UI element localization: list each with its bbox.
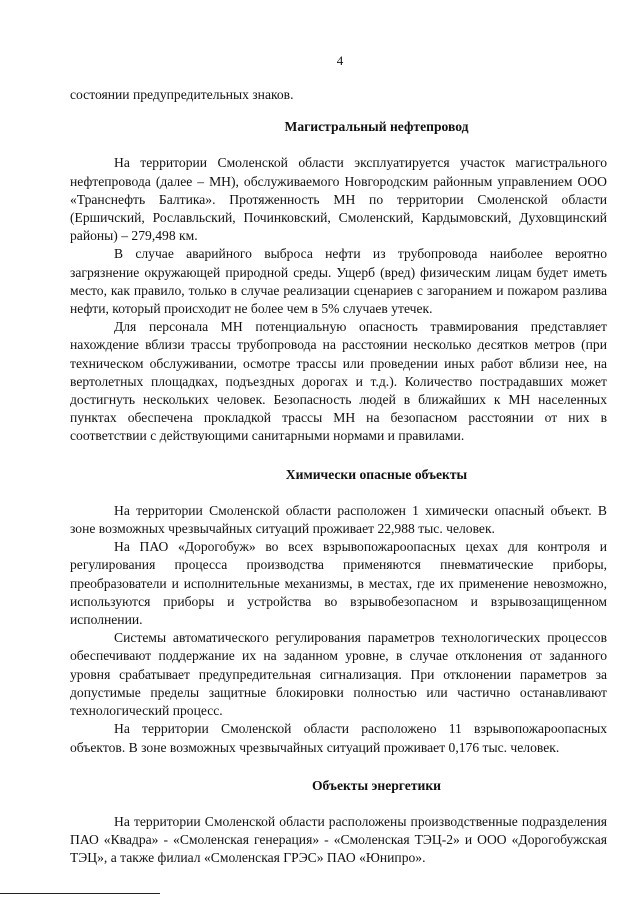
- intro-line: состоянии предупредительных знаков.: [70, 87, 294, 102]
- paragraph: На территории Смоленской области расположено 11 взрывопожароопасных объектов. В зоне возможных чрезвычайных ситуаций проживает 0,176 тыс. человек.: [70, 721, 607, 755]
- section-energy-objects: [70, 777, 607, 868]
- paragraph: На территории Смоленской области эксплуатируется участок магистрального нефтепровода (далее – МН), обслуживаемого Новгородским районным управлением ООО «Транснефть Балтика». Протяженность МН по территории Смоленской области (Ершичский, Рославльский, Починковский, Смоленский, Кардымовский, Духовщинский районы) – 279,498 км.: [70, 155, 607, 244]
- section-heading: Химически опасные объекты: [285, 466, 468, 482]
- section-heading: Объекты энергетики: [311, 777, 441, 793]
- section-chemical-objects: [70, 466, 607, 757]
- paragraph: На ПАО «Дорогобуж» во всех взрывопожароопасных цехах для контроля и регулирования процесса производства применяются пневматические приборы, преобразователи и исполнительные механизмы, в местах, где их применение невозможно, используются приборы и устройства во взрывобезопасном и взрывозащищенном исполнении.: [70, 539, 607, 628]
- paragraph: Системы автоматического регулирования параметров технологических процессов обеспечивают поддержание их на заданном уровне, в случае отклонения от заданного уровня срабатывает предупредительная сигнализация. При отклонении параметров за допустимые пределы защитные блокировки полностью или частично останавливают технологический процесс.: [70, 630, 607, 719]
- paragraph: Для персонала МН потенциальную опасность травмирования представляет нахождение вблизи трассы трубопровода на расстоянии несколько десятков метров (при техническом обслуживании, осмотре трассы или проведении иных работ вблизи нее, на вертолетных площадках, подъездных дорогах и т.д.). Количество пострадавших может достигнуть нескольких человек. Безопасность людей в ближайших к МН населенных пунктах обеспечена прокладкой трассы МН на безопасном расстоянии от них в соответствии с действующими санитарными нормами и правилами.: [70, 319, 607, 444]
- document-body: [70, 86, 607, 868]
- footer-rule: [0, 893, 160, 894]
- section-oil-pipeline: [70, 118, 607, 445]
- paragraph: В случае аварийного выброса нефти из трубопровода наиболее вероятно загрязнение окружающей природной среды. Ущерб (вред) физическим лицам будет иметь место, как правило, только в случае реализации сценариев с загоранием и пожаром разлива нефти, который происходит не более чем в 5% случаев утечек.: [70, 246, 607, 317]
- paragraph: На территории Смоленской области расположен 1 химически опасный объект. В зоне возможных чрезвычайных ситуаций проживает 22,988 тыс. человек.: [70, 502, 607, 537]
- page-number: 4: [336, 53, 344, 68]
- paragraph: На территории Смоленской области расположены производственные подразделения ПАО «Квадра» - «Смоленская генерация» - «Смоленская ТЭЦ-2» и ООО «Дорогобужская ТЭЦ», а также филиал «Смоленская ГРЭС» ПАО «Юнипро».: [70, 813, 607, 866]
- section-heading: Магистральный нефтепровод: [284, 119, 469, 135]
